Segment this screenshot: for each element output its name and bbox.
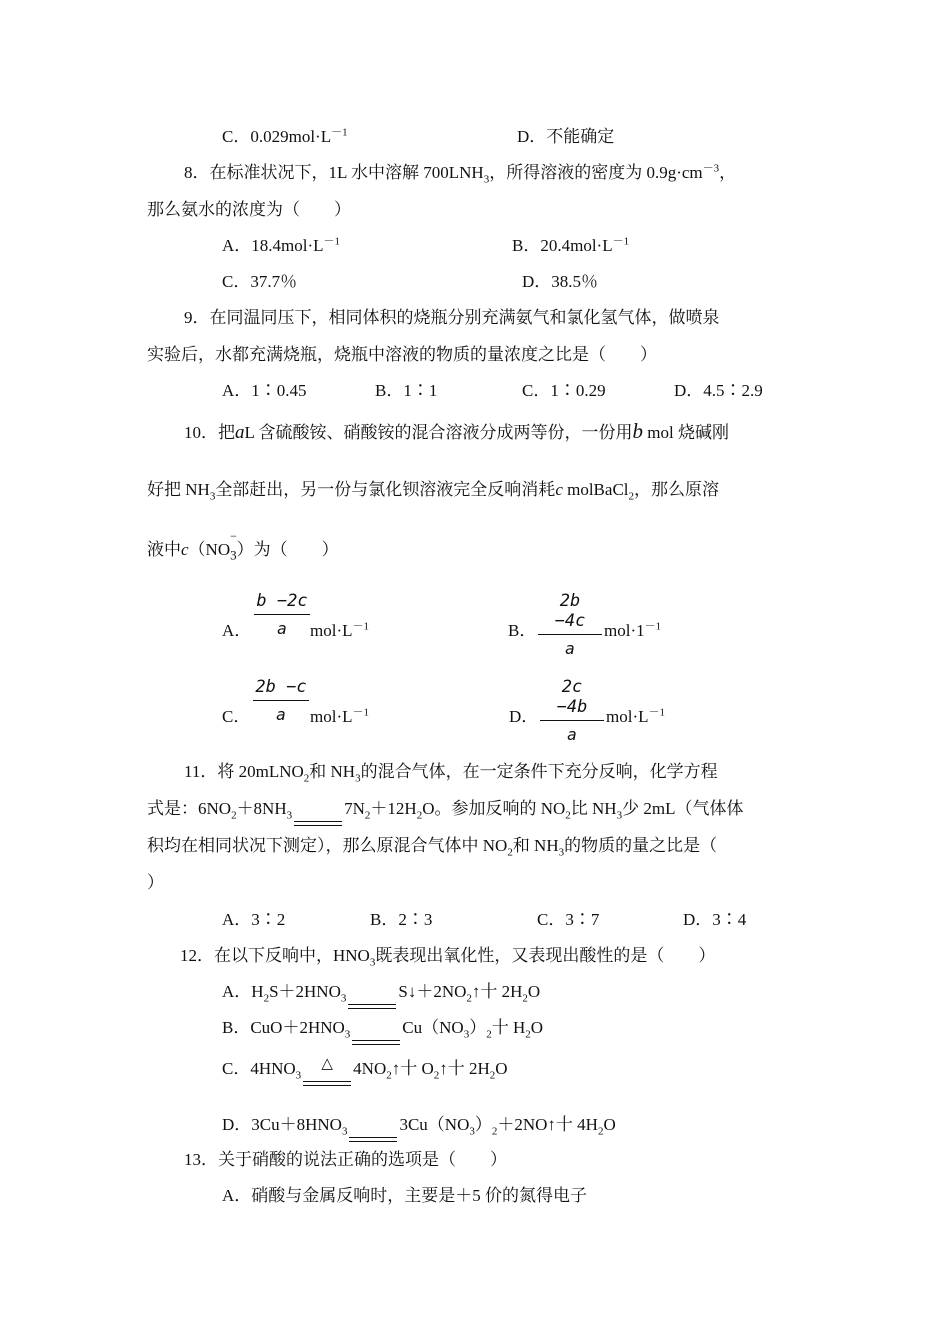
q12-option-c: C．$4HNO_3$ △ $4NO_2↑$十 $O_2↑$十 $2H_2O$ bbox=[222, 1056, 508, 1082]
q10-option-c-unit: $mol\cdot L^{-1}$ bbox=[310, 706, 369, 726]
q10-option-d-unit: $mol\cdot L^{-1}$ bbox=[606, 706, 665, 726]
q8-option-d: D．38.5％ bbox=[522, 272, 599, 291]
q11-stem-line1: 11．将 20mLNO$_2$和 $NH_3$的混合气体，在一定条件下充分反响，化学方程 bbox=[184, 762, 718, 785]
q8-stem-line2: 那么氨水的浓度为（ ） bbox=[147, 200, 351, 219]
q10-stem-line1: 10．把aL 含硫酸铵、硝酸铵的混合溶液分成两等份，一份用b mol 烧碱刚 bbox=[184, 419, 729, 443]
q10-stem-line2: 好把 $NH_3$全部赶出，另一份与氯化钡溶液完全反响消耗c molBaCl$_2$，那么原溶 bbox=[147, 480, 720, 503]
q11-stem-line2: 式是：$6NO_2+8NH_3$ $7N_2+12H_2O$。参加反响的 $NO_2$比 $NH_3$少 2mL（气体体 bbox=[147, 799, 744, 822]
q8-option-a: A．$18.4mol\cdot L^{-1}$ bbox=[222, 235, 341, 255]
q12-option-b: B．$CuO+2HNO_3$ $Cu(NO_3)_2$十 $H_2O$ bbox=[222, 1018, 544, 1041]
q8-stem-line1: 8．在标准状况下，1L 水中溶解 $700LNH_3$，所得溶液的密度为 $0.9g\cdot cm^{-3}$， bbox=[184, 162, 737, 186]
q11-stem-line3: 积均在相同状况下测定），那么原混合气体中 $NO_2$和 $NH_3$的物质的量之比是（ bbox=[147, 836, 718, 859]
q12-stem: 12．在以下反响中，$HNO_3$既表现出氧化性，又表现出酸性的是（ ） bbox=[180, 946, 716, 969]
q10-option-a-label: A． bbox=[222, 621, 252, 640]
heat-triangle-icon: △ bbox=[321, 1056, 333, 1072]
q7-option-c: C．$0.029mol\cdot L^{-1}$ bbox=[222, 126, 348, 146]
q13-option-a: A．硝酸与金属反响时，主要是＋5 价的氮得电子 bbox=[222, 1186, 588, 1205]
q8-option-b: B．$20.4mol\cdot L^{-1}$ bbox=[512, 235, 630, 255]
q10-option-d-label: D． bbox=[509, 707, 539, 726]
q13-stem: 13．关于硝酸的说法正确的选项是（ ） bbox=[184, 1150, 507, 1169]
q10-stem-line3: 液中$c(NO_3$ − ）为（ ） bbox=[147, 529, 339, 563]
q11-option-a: A．3∶2 bbox=[222, 910, 286, 929]
q11-option-c: C．3∶7 bbox=[537, 910, 600, 929]
q10-option-c-fraction: $\frac{2b -c}{a}$ bbox=[253, 677, 309, 724]
q10-option-b-fraction: $\frac{2b -4c}{a}$ bbox=[538, 591, 602, 658]
q10-option-d-fraction: $\frac{2c -4b}{a}$ bbox=[540, 677, 604, 744]
q7-option-d: D．不能确定 bbox=[517, 127, 615, 146]
q12-option-a: A．$H_2S+2HNO_3$ $S↓+2NO_2↑$十 $2H_2O$ bbox=[222, 982, 541, 1005]
q10-option-a-unit: $mol\cdot L^{-1}$ bbox=[310, 620, 369, 640]
q9-stem-line2: 实验后，水都充满烧瓶，烧瓶中溶液的物质的量浓度之比是（ ） bbox=[147, 345, 657, 364]
q11-stem-line4: ） bbox=[147, 873, 164, 892]
q11-option-b: B．2∶3 bbox=[370, 910, 433, 929]
q9-option-b: B．1∶1 bbox=[375, 381, 438, 400]
q9-stem-line1: 9．在同温同压下，相同体积的烧瓶分别充满氨气和氯化氢气体，做喷泉 bbox=[184, 308, 720, 327]
q11-option-d: D．3∶4 bbox=[683, 910, 747, 929]
q8-option-c: C．37.7％ bbox=[222, 272, 298, 291]
q12-option-d: D．$3Cu+8HNO_3$ $3Cu(NO_3)_2+2NO↑$十 $4H_2O$ bbox=[222, 1115, 616, 1138]
q9-option-a: A．1∶0.45 bbox=[222, 381, 307, 400]
q9-option-d: D．4.5∶2.9 bbox=[674, 381, 763, 400]
q10-option-b-label: B． bbox=[508, 621, 537, 640]
q10-option-c-label: C． bbox=[222, 707, 251, 726]
q9-option-c: C．1∶0.29 bbox=[522, 381, 606, 400]
q10-option-a-fraction: $\frac{b -2c}{a}$ bbox=[254, 591, 310, 638]
q10-option-b-unit: $mol\cdot 1^{-1}$ bbox=[604, 620, 662, 640]
